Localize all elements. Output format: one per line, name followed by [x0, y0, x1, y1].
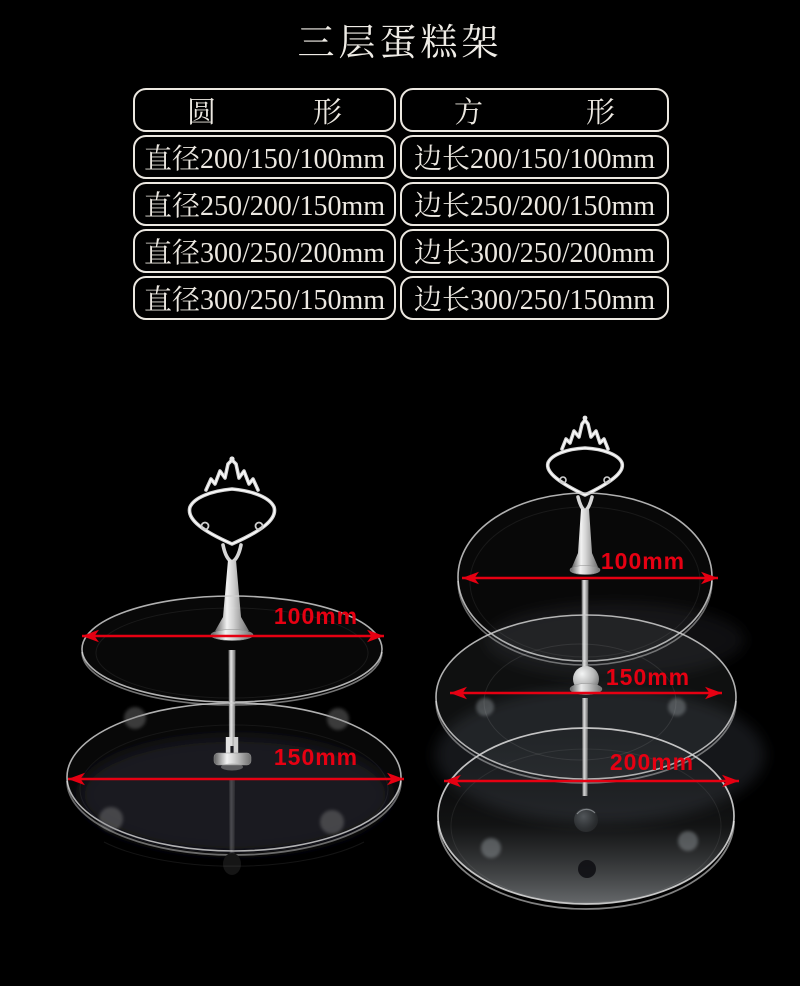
- dimension-label-right-150mm: 150mm: [605, 664, 691, 690]
- spec-header-square-char2: 形: [585, 96, 615, 129]
- spec-table: [133, 88, 669, 320]
- dimension-label-left-150mm: 150mm: [273, 744, 359, 770]
- page-title: 三层蛋糕架: [297, 23, 503, 64]
- plate-foot: [99, 807, 123, 831]
- plate-foot: [320, 810, 344, 834]
- spec-cell-square-4: 边长300/250/150mm: [400, 276, 669, 320]
- spec-header-square: [400, 88, 669, 132]
- spec-header-round: [133, 88, 396, 132]
- spec-cell-round-4: 直径300/250/150mm: [133, 276, 396, 320]
- product-photos: [0, 380, 800, 986]
- crown-handle: [548, 416, 623, 495]
- spec-header-square-char1: 方: [454, 96, 484, 129]
- dimension-label-right-100mm: 100mm: [600, 548, 686, 574]
- spec-cell-round-1: 直径200/150/100mm: [133, 135, 396, 179]
- spec-cell-square-1: 边长200/150/100mm: [400, 135, 669, 179]
- spec-header-round-char1: 圆: [187, 96, 217, 129]
- spec-cell-round-3: 直径300/250/200mm: [133, 229, 396, 273]
- plate-foot: [678, 831, 698, 851]
- crown-handle: [189, 456, 274, 544]
- spec-header-round-char2: 形: [312, 96, 342, 129]
- spec-column-square: [400, 88, 669, 320]
- dimension-label-right-200mm: 200mm: [609, 749, 695, 775]
- spec-cell-round-2: 直径250/200/150mm: [133, 182, 396, 226]
- right-stand-photo: [435, 416, 765, 909]
- spec-cell-square-3: 边长300/250/200mm: [400, 229, 669, 273]
- plate-foot: [476, 698, 494, 716]
- ball-reflection: [578, 860, 596, 878]
- left-stand-photo: [67, 456, 404, 875]
- plate-foot: [668, 698, 686, 716]
- plate-foot: [481, 838, 501, 858]
- spec-cell-square-2: 边长250/200/150mm: [400, 182, 669, 226]
- plate-foot: [327, 708, 349, 730]
- dimension-label-left-100mm: 100mm: [273, 603, 359, 629]
- spec-column-round: [133, 88, 396, 320]
- plate-foot: [124, 707, 146, 729]
